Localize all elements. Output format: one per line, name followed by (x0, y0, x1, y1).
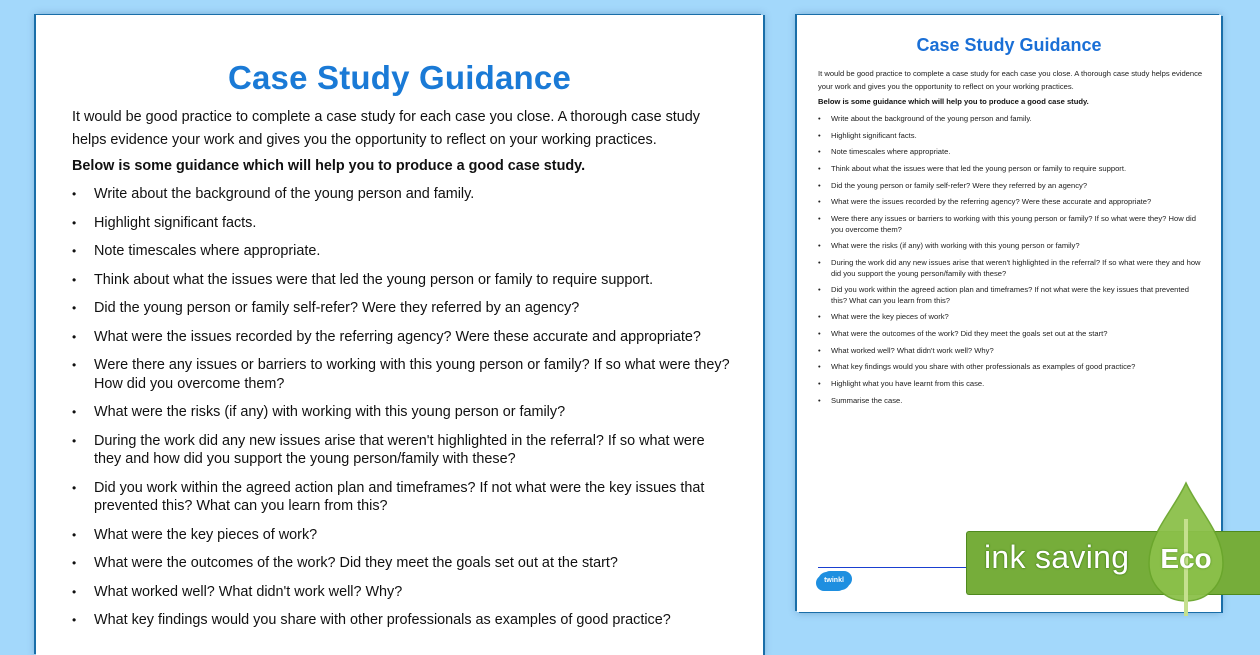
list-item-text: What worked well? What didn't work well? Why? (831, 345, 994, 355)
document-title: Case Study Guidance (227, 59, 572, 96)
bullet-icon: • (72, 433, 77, 448)
list-item-text: What were the risks (if any) with working with this young person or family? (94, 404, 566, 420)
eco-label: Eco (1160, 543, 1212, 574)
bullet-icon: • (818, 285, 821, 295)
list-item-text: Write about the background of the young person and family. (831, 114, 1032, 123)
list-item (72, 271, 732, 290)
preview-title: Case Study Guidance (916, 35, 1102, 55)
list-item-text: What key findings would you share with other professionals as examples of good practice? (831, 362, 1136, 372)
bullet-icon: • (72, 329, 77, 344)
bullet-icon: • (72, 480, 77, 495)
list-item (818, 346, 1203, 357)
list-item-text: Think about what the issues were that led the young person or family to require support. (94, 271, 654, 288)
list-item-text: Did you work within the agreed action plan and timeframes? If not what were the key issues that prevented this? What can you learn from this? (831, 285, 1189, 305)
bullet-icon: • (818, 130, 821, 140)
bullet-icon: • (818, 180, 821, 190)
footer-divider (818, 567, 988, 568)
list-item (818, 114, 1203, 125)
list-item (818, 396, 1203, 407)
bullet-icon: • (72, 272, 77, 287)
list-item (818, 131, 1203, 142)
preview-intro-paragraph: It would be good practice to complete a case study for each case you close. A thorough case study helps evidence your work and gives you the opportunity to reflect on your working practices. (818, 69, 1203, 91)
list-item-text: What were the key pieces of work? (831, 312, 949, 322)
list-item-text: What were the issues recorded by the referring agency? Were these accurate and appropriate? (94, 328, 701, 345)
list-item-text: During the work did any new issues arise that weren't highlighted in the referral? If so what were they and how did you support the young person/family with these? (831, 258, 1201, 278)
list-item (72, 554, 732, 573)
list-item-text: What were the risks (if any) with working with this young person or family? (831, 241, 1080, 251)
bullet-icon: • (72, 405, 77, 419)
ink-saving-label: ink saving (984, 539, 1130, 575)
list-item-text: During the work did any new issues arise that weren't highlighted in the referral? If so what were they and how did you support the young person/family with these? (94, 432, 705, 467)
list-item-text: What were the outcomes of the work? Did they meet the goals set out at the start? (831, 329, 1108, 339)
list-item-text: What were the issues recorded by the referring agency? Were these accurate and appropriate? (831, 197, 1152, 207)
bullet-icon: • (818, 379, 821, 389)
list-item-text: Think about what the issues were that led the young person or family to require support. (831, 164, 1127, 174)
bullet-icon: • (72, 527, 77, 542)
bullet-icon: • (818, 362, 821, 372)
list-item (818, 362, 1203, 373)
list-item (818, 258, 1203, 279)
bullet-icon: • (72, 301, 77, 315)
list-item (818, 241, 1203, 252)
list-item (72, 356, 732, 393)
bullet-icon: • (72, 215, 77, 230)
list-item (72, 583, 732, 602)
bullet-icon: • (818, 114, 821, 123)
list-item-text: Write about the background of the young person and family. (94, 186, 475, 202)
bullet-icon: • (72, 584, 77, 599)
list-item (72, 526, 732, 545)
list-item-text: Summarise the case. (831, 395, 903, 405)
bullet-icon: • (818, 241, 821, 251)
list-item (818, 164, 1203, 175)
list-item-text: Did you work within the agreed action plan and timeframes? If not what were the key issues that prevented this? What can you learn from this? (94, 479, 705, 514)
list-item (818, 197, 1203, 208)
list-item-text: Were there any issues or barriers to working with this young person or family? If so what were they? How did you overcome them? (831, 214, 1196, 234)
preview-guidance-lead: Below is some guidance which will help you to produce a good case study. (818, 97, 1089, 106)
list-item (72, 328, 732, 347)
leaf-icon (1147, 481, 1225, 616)
document-page-large (36, 15, 763, 655)
list-item-text: Note timescales where appropriate. (831, 147, 951, 157)
list-item (72, 214, 732, 233)
bullet-icon: • (818, 147, 821, 157)
list-item (72, 403, 732, 422)
list-item (72, 185, 732, 204)
bullet-icon: • (72, 358, 77, 372)
twinkl-logo: twinkl (818, 572, 850, 590)
bullet-icon: • (818, 329, 821, 339)
list-item (818, 181, 1203, 192)
list-item-text: Highlight significant facts. (831, 130, 917, 140)
bullet-icon: • (72, 244, 77, 258)
list-item-text: Highlight what you have learnt from this case. (831, 379, 985, 389)
list-item-text: What key findings would you share with other professionals as examples of good practice? (94, 612, 671, 628)
list-item-text: Were there any issues or barriers to working with this young person or family? If so what were they? How did you overcome them? (94, 357, 730, 392)
bullet-icon: • (818, 214, 821, 224)
bullet-icon: • (72, 556, 77, 570)
list-item (72, 242, 732, 261)
guidance-lead: Below is some guidance which will help you to produce a good case study. (72, 158, 586, 174)
list-item (818, 214, 1203, 235)
bullet-icon: • (72, 187, 77, 201)
bullet-icon: • (818, 197, 821, 207)
list-item (818, 285, 1203, 306)
list-item (72, 611, 732, 630)
list-item-text: Highlight significant facts. (94, 214, 257, 231)
intro-paragraph: It would be good practice to complete a case study for each case you close. A thorough case study helps evidence your work and gives you the opportunity to reflect on your working practices. (72, 109, 700, 148)
bullet-icon: • (818, 395, 821, 405)
list-item (72, 432, 732, 469)
list-item (72, 299, 732, 318)
bullet-icon: • (818, 345, 821, 355)
list-item-text: Did the young person or family self-refer? Were they referred by an agency? (94, 300, 580, 316)
list-item (818, 329, 1203, 340)
list-item-text: Did the young person or family self-refer? Were they referred by an agency? (831, 180, 1088, 190)
bullet-icon: • (818, 164, 821, 174)
list-item (72, 479, 732, 516)
list-item (818, 147, 1203, 158)
bullet-icon: • (72, 613, 77, 627)
list-item-text: Note timescales where appropriate. (94, 243, 321, 259)
bullet-icon: • (818, 258, 821, 267)
preview-guidance-list (818, 114, 1203, 413)
guidance-list (72, 185, 732, 640)
list-item-text: What were the outcomes of the work? Did they meet the goals set out at the start? (94, 555, 618, 571)
list-item-text: What worked well? What didn't work well? Why? (94, 583, 403, 600)
list-item (818, 312, 1203, 323)
bullet-icon: • (818, 312, 821, 322)
list-item-text: What were the key pieces of work? (94, 526, 318, 543)
list-item (818, 379, 1203, 390)
